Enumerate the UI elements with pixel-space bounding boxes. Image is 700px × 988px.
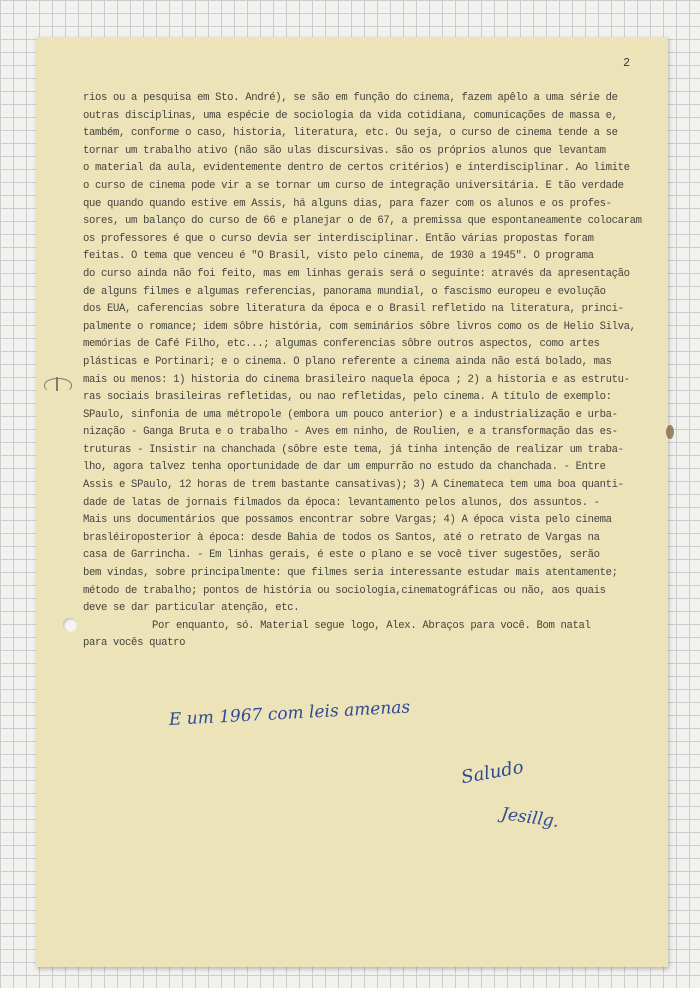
letter-line: os professores é que o curso devia ser interdisciplinar. Então várias propostas foram bbox=[83, 232, 594, 245]
letter-line: palmente o romance; idem sôbre história, com seminários sôbre livros como os de Helio Silva, bbox=[83, 320, 636, 333]
letter-line: mais ou menos: 1) historia do cinema brasileiro naquela época ; 2) a historia e as estrutu- bbox=[83, 373, 630, 386]
letter-line: outras disciplinas, uma espécie de sociologia da vida cotidiana, comunicações de massa e, bbox=[83, 109, 618, 122]
letter-line: o material da aula, evidentemente dentro de certos critérios) e interdisciplinar. Ao limite bbox=[83, 162, 630, 175]
letter-line: método de trabalho; pontos de história ou sociologia,cinematográficas ou não, aos quais bbox=[83, 584, 606, 597]
letter-line: dos EUA, caferencias sobre literatura da época e o Brasil refletido na literatura, princi- bbox=[83, 303, 624, 316]
typed-letter-body bbox=[83, 90, 663, 653]
letter-line: também, conforme o caso, historia, literatura, etc. Ou seja, o curso de cinema tende a se bbox=[83, 127, 618, 140]
handwritten-signature: Jesillg. bbox=[499, 804, 561, 832]
letter-line: deve se dar particular atenção, etc. bbox=[83, 602, 300, 615]
closing-line: Por enquanto, só. Material segue logo, Alex. Abraços para você. Bom natal bbox=[152, 619, 591, 632]
letter-line: plásticas e Portinari; e o cinema. O plano referente a cinema ainda não está bolado, mas bbox=[83, 355, 612, 368]
letter-line: Mais uns documentários que possamos encontrar sobre Vargas; 4) A época vista pelo cinema bbox=[83, 514, 612, 527]
letter-line: bem vindas, sobre principalmente: que filmes seria interessante estudar mais atentamente; bbox=[83, 567, 618, 580]
page-number: 2 bbox=[623, 57, 630, 70]
letter-line: truturas - Insistir na chanchada (sôbre este tema, já tinha intenção de realizar um traba- bbox=[83, 443, 624, 456]
letter-line: SPaulo, sinfonia de uma métropole (embora um pouco anterior) e a industrialização e urba- bbox=[83, 408, 618, 421]
letter-line: sores, um balanço do curso de 66 e planejar o de 67, a premissa que espontaneamente colocaram bbox=[83, 215, 642, 228]
letter-line: memórias de Café Filho, etc...; algumas conferencias sôbre outros aspectos, como artes bbox=[83, 338, 600, 351]
letter-line: ras sociais brasileiras refletidas, ou nao refletidas, pelo cinema. A título de exemplo: bbox=[83, 391, 612, 404]
letter-line: feitas. O tema que venceu é "O Brasil, visto pelo cinema, de 1930 a 1945". O programa bbox=[83, 250, 594, 263]
letter-line: rios ou a pesquisa em Sto. André), se são em função do cinema, fazem apêlo a uma série de bbox=[83, 92, 618, 104]
edge-stain bbox=[666, 425, 674, 439]
letter-page bbox=[36, 37, 668, 967]
letter-line: de alguns filmes e algumas referencias, panorama mundial, o fascismo europeu e evolução bbox=[83, 285, 606, 298]
letter-line: o curso de cinema pode vir a se tornar um curso de integração universitária. E tão verdade bbox=[83, 179, 624, 192]
punch-hole bbox=[63, 618, 77, 632]
closing-line: para vocês quatro bbox=[83, 637, 186, 650]
letter-line: que quando quando estive em Assis, há alguns dias, para fazer com os alunos e os profes- bbox=[83, 197, 612, 210]
letter-line: nização - Ganga Bruta e o trabalho - Aves em ninho, de Roulien, e a transformação das es- bbox=[83, 426, 618, 439]
letter-line: casa de Garrincha. - Em linhas gerais, é este o plano e se você tiver sugestões, serão bbox=[83, 549, 600, 562]
letter-line: lho, agora talvez tenha oportunidade de dar um empurrão no estudo da chanchada. - Entre bbox=[83, 461, 606, 474]
letter-line: tornar um trabalho ativo (não são ulas discursivas. são os próprios alunos que levantam bbox=[83, 144, 606, 157]
letter-line: dade de latas de jornais filmados da época: levantamento pelos alunos, dos assuntos. - bbox=[83, 496, 600, 509]
letter-line: brasléiroposterior à época: desde Bahia de todos os Santos, até o retrato de Vargas na bbox=[83, 531, 600, 544]
letter-line: do curso ainda não foi feito, mas em linhas gerais será o seguinte: através da apresentação bbox=[83, 267, 630, 280]
letter-line: Assis e SPaulo, 12 horas de trem bastante cansativas); 3) A Cinemateca tem uma boa quanti- bbox=[83, 479, 624, 492]
handwritten-greeting: Saludo bbox=[459, 756, 526, 789]
handwritten-new-year-note: E um 1967 com leis amenas bbox=[168, 697, 411, 730]
margin-pencil-mark bbox=[44, 378, 72, 392]
